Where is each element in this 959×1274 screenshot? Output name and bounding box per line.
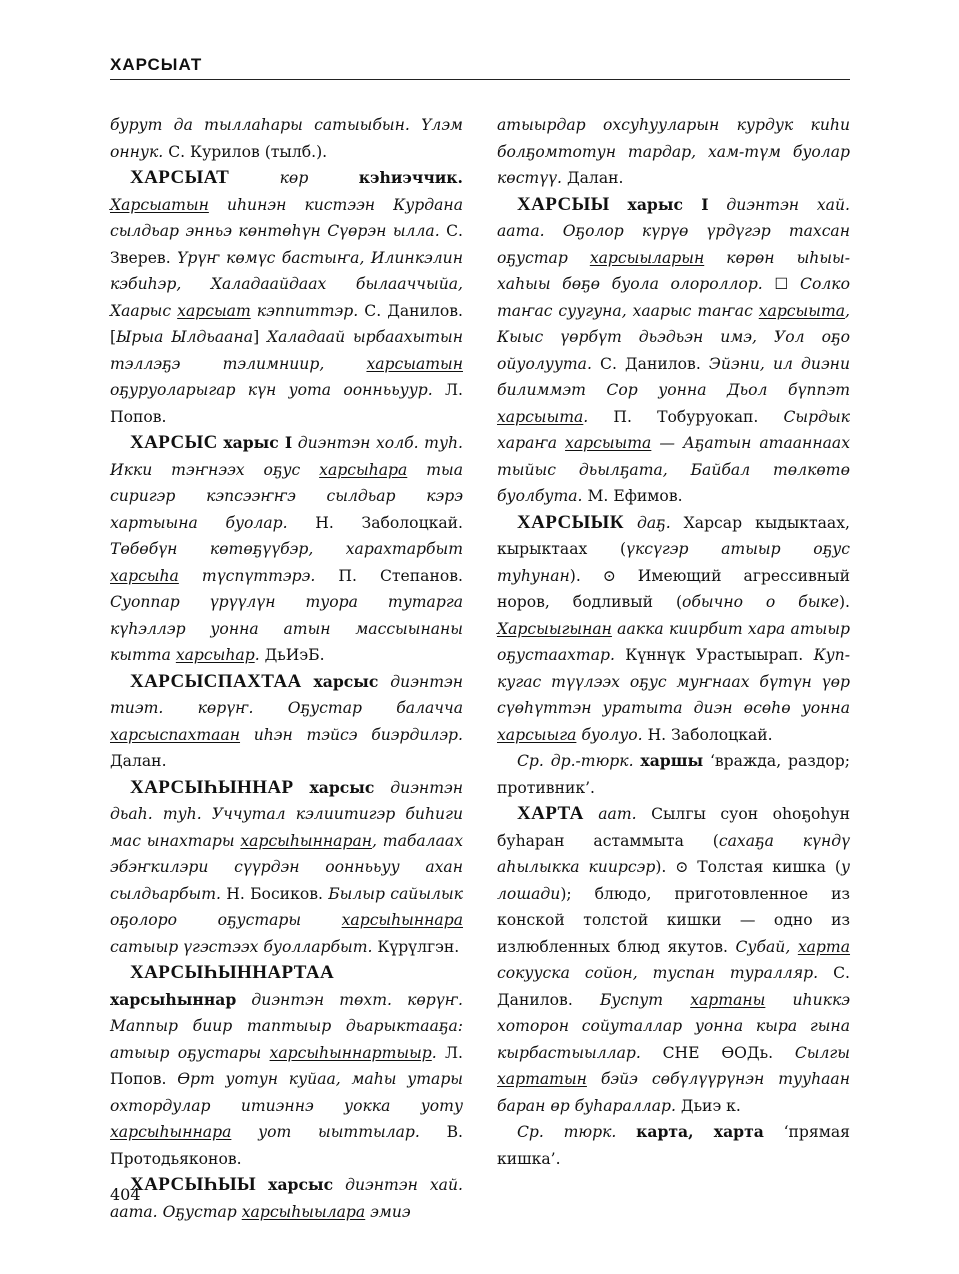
- dictionary-entry: ХАРСЫҺЫННАРТАА харсыһыннар диэнтэн төхт. көрүҥ. Маппыр биир таптыыр дьарыктааҕа: атыыр оҕустары харсыһыннартыыр. Л. Попов. Өрт уотун куйаа, маһы утары охтордулар итиэннэ уокка уоту харсыһыннара уот ыыттылар. В. Протодьяконов.: [110, 962, 463, 1168]
- running-head-title: ХАРСЫАТ: [110, 55, 203, 74]
- left-column: [110, 112, 463, 1225]
- dictionary-entry: ХАРСЫҺЫННАР харсыс диэнтэн дьаһ. туһ. Уччутал кэлиитигэр биһиги мас ынахтары харсыһыннаран, табалаах эбэҥкилэри сүүрдэн ооннььуу ахан сылдьарбыт. Н. Босиков. Былыр сайылык оҕолоро оҕустары харсыһыннара сатыыр үгэстээх буолларбыт. Күрүлгэн.: [110, 776, 463, 956]
- dictionary-entry: Ср. тюрк. карта, харта ‘прямая кишка’.: [497, 1122, 851, 1168]
- page-number: 404: [110, 1185, 141, 1204]
- dictionary-entry: ХАРСЫАТ көр кэһиэччик. Харсыатын иһинэн кистээн Курдана сылдьар энньэ көнтөһүн Сүөрэн ылла. С. Зверев. Үрүҥ көмүс бастыҥа, Илинкэлин кэбиһэр, Халадаайдаах былааччыйа, Хаарыс харсыат кэппиттэр. С. Данилов. [Ырыа Ылдьаана] Халадаай ырбаахытын тэллэҕэ тэлимниир, харсыатын оҕуруоларыгар күн уота ооннььуур. Л. Попов.: [110, 167, 464, 426]
- running-head: [110, 55, 850, 80]
- dictionary-entry: ХАРСЫҺЫЫ харсыс диэнтэн хай. аата. Оҕустар харсыһыылара эмиэ: [110, 1174, 463, 1221]
- dictionary-entry: Ср. др.-тюрк. харшы ‘вражда, раздор; противник’.: [497, 751, 850, 797]
- dictionary-entry: ХАРСЫЫ харыс I диэнтэн хай. аата. Оҕолор күрүө үрдүгэр тахсан оҕустар харсыыларын көрөн ыһыы-хаһыы бөҕө буола олороллор. ☐ Солко таҥас суугуна, хаарыс таҥас харсыыта, Кыыс үөрбүт дьэдьэн имэ, Уол оҕо ойуолуута. С. Данилов. Эйэни, ил диэни билиммэт Сор уонна Дьол бүппэт харсыыта. П. Тобуруокап. Сырдык хараҥа харсыыта — Аҕатын атааннаах тыйыс дьылҕата, Байбал төлкөтө буолбута. М. Ефимов.: [497, 193, 851, 505]
- right-column: [497, 112, 850, 1172]
- dictionary-entry: ХАРСЫЫК даҕ. Харсар кыдыктаах, кырыктаах (үксүгэр атыыр оҕус туһунан). ⊙ Имеющий агрессивный норов, бодливый (обычно о быке). Харсыыгынан аакка киирбит хара атыыр оҕустаахтар. Күннүк Урастыырап. Куп-кугас түүлээх оҕус муҥнаах бүтүн үөр сүөһүттэн уратыта диэн өсөһө уонна харсыыга буолуо. Н. Заболоцкай.: [497, 511, 850, 744]
- dictionary-entry: ХАРТА аат. Сылгы суон оһоҕоһун буһаран астаммыта (сахаҕа күндү аһылыкка киирсэр). ⊙ Толстая кишка (у лошади); блюдо, приготовленное из конской толстой кишки — одно из излюбленных блюд якутов. Субай, харта сокууска сойон, туспан туралляр. С. Данилов. Буспут хартаны иһиккэ хоторон сойуталлар уонна кыра гына кырбастыыллар. СНЕ ӨОДь. Сылгы хартатын бэйэ сөбүлүүрүнэн тууһаан баран өр буһараллар. Дьиэ к.: [497, 803, 851, 1115]
- dictionary-entry: бурут да тыллаһары сатыыбын. Үлэм оннук. С. Курилов (тылб.).: [110, 116, 463, 161]
- dictionary-entry: ХАРСЫСПАХТАА харсыс диэнтэн тиэт. көрүҥ. Оҕустар балачча харсыспахтаан иһэн тэйсэ биэрдилэр. Далан.: [110, 670, 463, 770]
- dictionary-entry: атыырдар охсуһууларын курдук киһи болҕомтотун тардар, хам-түм буолар көстүү. Далан.: [497, 116, 850, 187]
- dictionary-entry: ХАРСЫС харыс I диэнтэн холб. туһ. Икки тэҥнээх оҕус харсыһара тыа сиригэр кэпсээҥҥэ сылдьар кэрэ хартыына буолар. Н. Заболоцкай. Төбөбүн көтөҕүүбэр, харахтарбыт харсыһа түспүттэрэ. П. Степанов. Суоппар үрүүлүн туора тутарга күһэллэр уонна атын массыынаны кытта харсыһар. ДьИэБ.: [110, 432, 463, 664]
